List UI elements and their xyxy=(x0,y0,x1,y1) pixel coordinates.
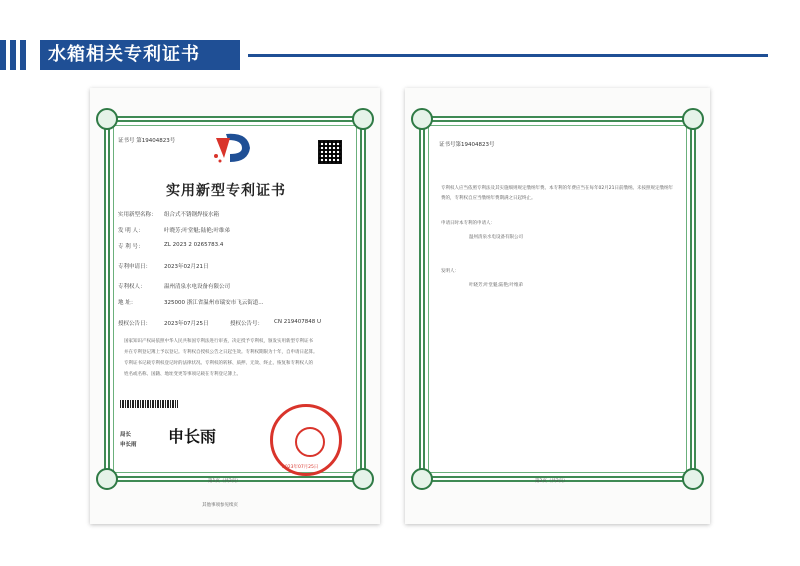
field-value: 2023年02月21日 xyxy=(164,264,209,270)
director-title: 局长 xyxy=(120,432,132,438)
corner-ornament-icon xyxy=(682,108,704,130)
page-number: 第1页（共2页） xyxy=(208,479,241,484)
body-text-line: 国家知识产权局依照中华人民共和国专利法进行审查，决定授予专利权，颁发实用新型专利证书 xyxy=(124,339,313,344)
director-signature: 申长雨 xyxy=(168,427,217,446)
field-value: 2023年07月25日 xyxy=(164,321,209,327)
field-label: 实用新型名称： xyxy=(118,212,157,218)
cnipa-logo-icon xyxy=(208,128,258,168)
barcode xyxy=(120,400,178,408)
corner-ornament-icon xyxy=(96,468,118,490)
certificate-border xyxy=(419,116,696,482)
field-value: 325000 浙江省温州市瑞安市飞云街道... xyxy=(164,300,264,306)
field-value: 组合式不锈钢焊接水箱 xyxy=(164,212,220,218)
seal-emblem-icon xyxy=(295,427,325,457)
cert-number: 证书号 第19404823号 xyxy=(118,138,176,144)
corner-ornament-icon xyxy=(411,468,433,490)
field-label: 专利权人： xyxy=(118,284,146,290)
applicant-name: 温州清泉水电设备有限公司 xyxy=(469,235,523,240)
section-inventor-heading: 发明人： xyxy=(441,269,459,274)
field-value: 叶晓芳;叶堂魁;陆艳;叶维弟 xyxy=(164,228,231,234)
body-text-line: 姓名或名称、国籍、地址变更等事项记载在专利登记簿上。 xyxy=(124,372,241,377)
corner-ornament-icon xyxy=(96,108,118,130)
header-stripe-1 xyxy=(0,40,6,70)
field-label: 地 址： xyxy=(118,300,137,306)
cert-number: 证书号第19404823号 xyxy=(439,142,495,148)
field-label: 授权公告日： xyxy=(118,321,152,327)
page-number: 第2页（共2页） xyxy=(535,479,568,484)
certificate-page-1 xyxy=(90,88,380,524)
body-text-line: 并在专利登记簿上予以登记。专利权自授权公告之日起生效。专利权期限为十年，自申请日起算。 xyxy=(124,350,318,355)
page-title: 水箱相关专利证书 xyxy=(40,40,240,70)
field-label: 授权公告号： xyxy=(230,321,264,327)
annual-fee-paragraph: 专利权人应当依照专利法及其实施细则规定缴纳年费。本专利的年费应当在每年02月21日前缴纳。未按照规定缴纳年费的，专利权自应当缴纳年费期满之日起终止。 xyxy=(441,186,673,201)
inventor-names: 叶晓芳;叶堂魁;陆艳;叶维弟 xyxy=(469,283,524,288)
corner-ornament-icon xyxy=(352,108,374,130)
certificate-title: 实用新型专利证书 xyxy=(166,183,286,199)
field-label: 发 明 人： xyxy=(118,228,144,234)
corner-ornament-icon xyxy=(682,468,704,490)
header-stripe-2 xyxy=(10,40,16,70)
seal-date: 2023年07月25日 xyxy=(282,465,319,470)
field-label: 专 利 号： xyxy=(118,244,144,250)
qr-code xyxy=(318,140,342,164)
corner-ornament-icon xyxy=(411,108,433,130)
field-value: 温州清泉水电设备有限公司 xyxy=(164,284,231,290)
header-stripe-3 xyxy=(20,40,26,70)
field-value: CN 219407848 U xyxy=(274,319,321,325)
section-applicant-heading: 申请日时本专利的申请人： xyxy=(441,221,495,226)
footer-note: 其他事项参见续页 xyxy=(202,503,238,508)
certificate-page-2 xyxy=(405,88,710,524)
header-divider xyxy=(248,54,768,57)
body-text-line: 专利证书记载专利权登记时的法律状况。专利权的转移、质押、无效、终止、恢复和专利权人的 xyxy=(124,361,313,366)
director-name: 申长雨 xyxy=(120,442,137,448)
field-value: ZL 2023 2 0265783.4 xyxy=(164,242,224,248)
field-label: 专利申请日： xyxy=(118,264,152,270)
corner-ornament-icon xyxy=(352,468,374,490)
